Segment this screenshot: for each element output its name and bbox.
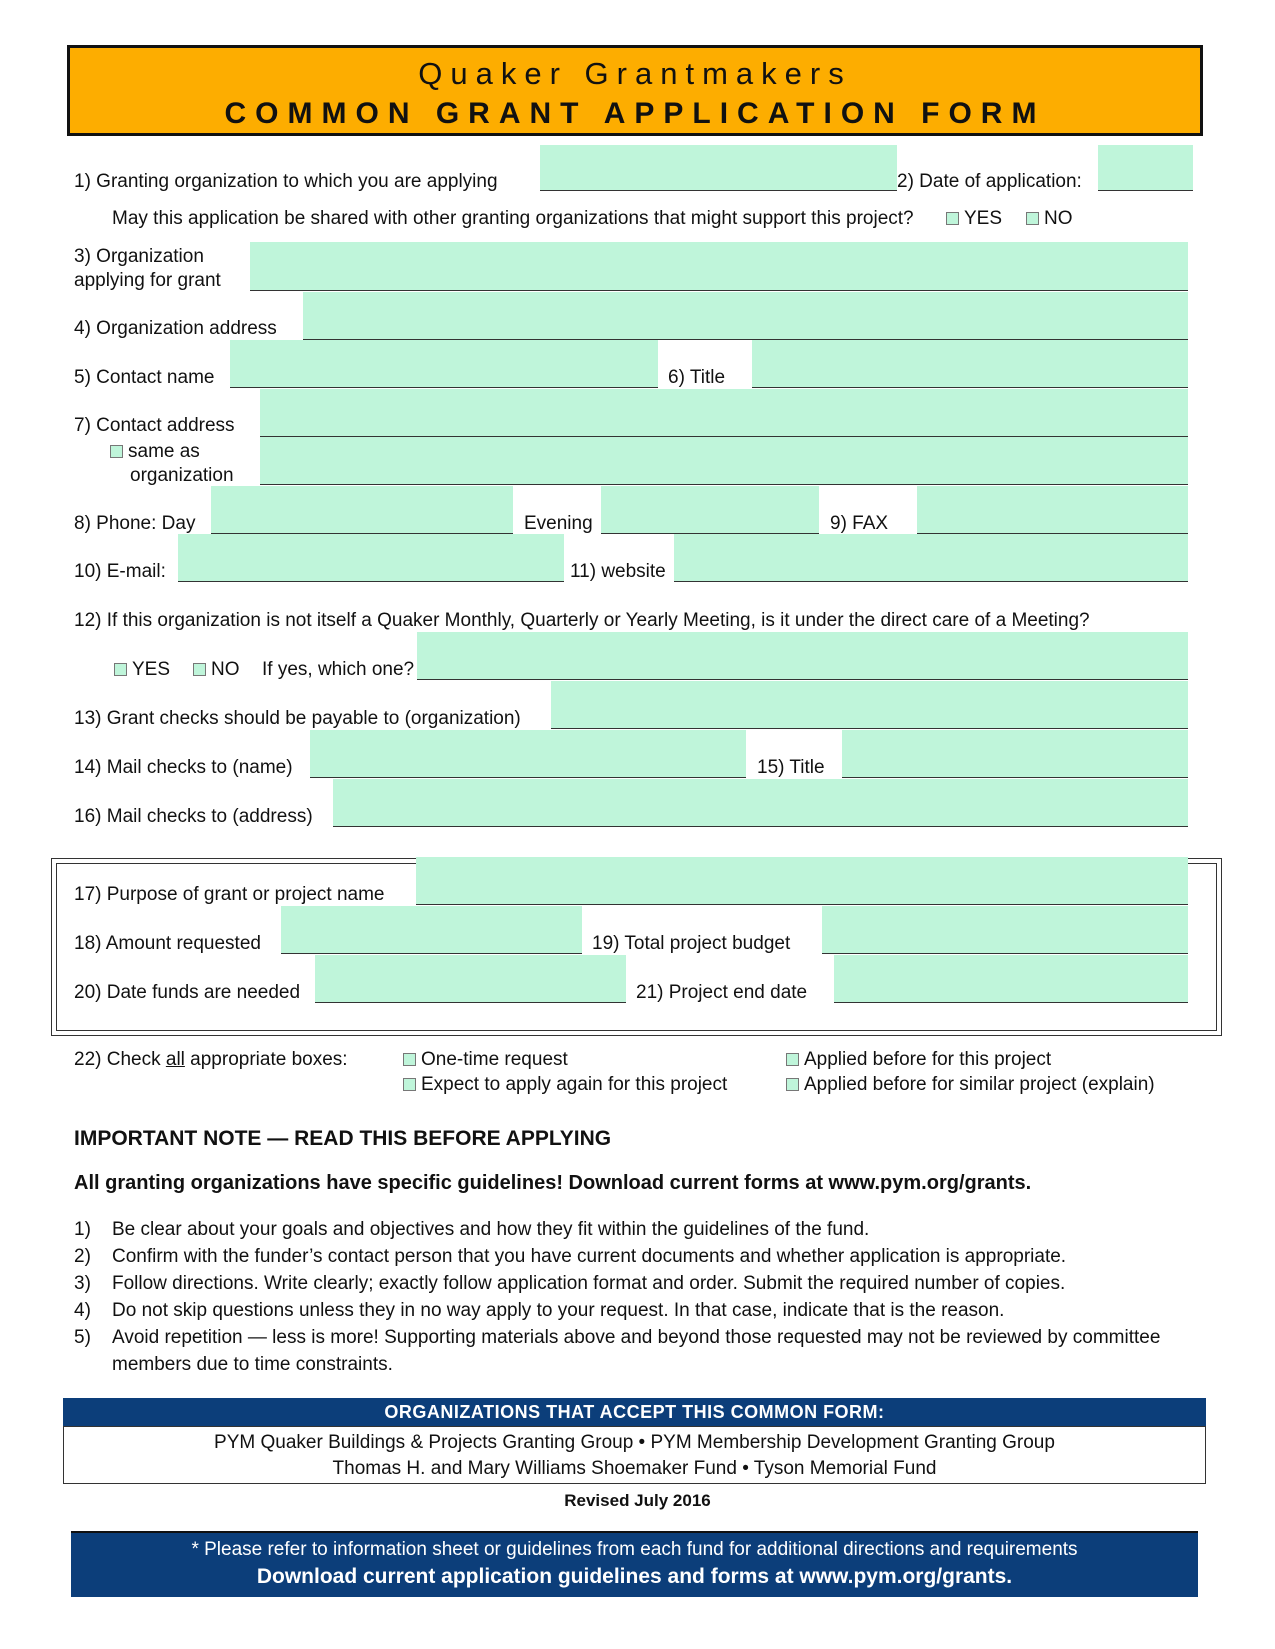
note-heading: IMPORTANT NOTE — READ THIS BEFORE APPLYING — [74, 1127, 612, 1150]
q14-label: 14) Mail checks to (name) — [74, 757, 293, 778]
checkbox-icon[interactable] — [403, 1053, 416, 1066]
q5-label: 5) Contact name — [74, 367, 215, 388]
apply-again-label: Expect to apply again for this project — [421, 1074, 728, 1095]
checkbox-icon[interactable] — [1026, 212, 1039, 225]
list-num: 5) — [74, 1327, 91, 1348]
q12-yes-option[interactable] — [114, 659, 170, 681]
orgs-title: ORGANIZATIONS THAT ACCEPT THIS COMMON FORM: — [63, 1398, 1206, 1426]
q21-label: 21) Project end date — [636, 982, 808, 1003]
q2-label: 2) Date of application: — [897, 171, 1082, 192]
q12-no-label: NO — [211, 659, 240, 680]
same-as-option[interactable] — [110, 441, 200, 463]
one-time-request-option[interactable] — [403, 1049, 568, 1071]
list-text: Do not skip questions unless they in no way apply to your request. In that case, indicate that is the reason. — [112, 1300, 1005, 1321]
q12-no-option[interactable] — [193, 659, 240, 681]
share-yes-option[interactable] — [946, 208, 1002, 230]
applied-similar-label: Applied before for similar project (explain) — [804, 1074, 1155, 1095]
header-org: Quaker Grantmakers — [418, 56, 852, 91]
funds-needed-date-field[interactable] — [315, 955, 626, 1003]
list-item — [74, 1216, 1212, 1243]
list-num: 1) — [74, 1219, 91, 1240]
footer-line1: * Please refer to information sheet or guidelines from each fund for additional directions and requirements — [191, 1539, 1078, 1560]
list-text: Confirm with the funder’s contact person that you have current documents and whether application is appropriate. — [112, 1246, 1067, 1267]
list-num: 3) — [74, 1273, 91, 1294]
q3-label-line1: 3) Organization — [74, 246, 204, 267]
mail-checks-address-field[interactable] — [333, 779, 1188, 827]
phone-evening-label: Evening — [524, 513, 593, 534]
orgs-line2: Thomas H. and Mary Williams Shoemaker Fund • Tyson Memorial Fund — [332, 1458, 937, 1479]
contact-name-field[interactable] — [230, 340, 658, 388]
list-item — [74, 1324, 1212, 1378]
revised-date: Revised July 2016 — [564, 1491, 711, 1510]
total-budget-field[interactable] — [822, 906, 1188, 954]
project-end-date-field[interactable] — [834, 955, 1188, 1003]
contact-address-line2-field[interactable] — [260, 437, 1188, 485]
applied-before-option[interactable] — [786, 1049, 1051, 1071]
q13-label: 13) Grant checks should be payable to (organization) — [74, 708, 521, 729]
checkbox-icon[interactable] — [193, 663, 206, 676]
checks-payable-field[interactable] — [551, 681, 1188, 729]
q22-prefix: 22) Check — [74, 1049, 166, 1070]
note-subheading: All granting organizations have specific guidelines! Download current forms at www.pym.org/grants. — [74, 1172, 1032, 1194]
q12-question: 12) If this organization is not itself a Quaker Monthly, Quarterly or Yearly Meeting, is it under the direct care of a Meeting? — [74, 610, 1090, 631]
website-field[interactable] — [674, 534, 1188, 582]
q16-label: 16) Mail checks to (address) — [74, 806, 313, 827]
checkbox-icon[interactable] — [786, 1053, 799, 1066]
guidelines-list — [74, 1216, 1212, 1378]
list-item — [74, 1243, 1212, 1270]
one-time-request-label: One-time request — [421, 1049, 568, 1070]
applied-similar-option[interactable] — [786, 1074, 1155, 1096]
q12-which-label: If yes, which one? — [262, 659, 415, 680]
share-yes-label: YES — [964, 208, 1003, 229]
orgs-line1: PYM Quaker Buildings & Projects Granting Group • PYM Membership Development Granting Group — [214, 1432, 1055, 1453]
q17-label: 17) Purpose of grant or project name — [74, 884, 385, 905]
q12-yes-label: YES — [132, 659, 171, 680]
share-question: May this application be shared with other granting organizations that might support this project? — [112, 208, 914, 229]
list-text: Avoid repetition — less is more! Supporting materials above and beyond those requested may not be reviewed by committee members due to time constraints. — [112, 1327, 1161, 1375]
q9-label: 9) FAX — [830, 513, 889, 534]
q7-label: 7) Contact address — [74, 415, 235, 436]
checkbox-icon[interactable] — [946, 212, 959, 225]
meeting-name-field[interactable] — [417, 632, 1188, 680]
contact-address-line1-field[interactable] — [260, 389, 1188, 437]
form-header — [67, 45, 1203, 136]
q18-label: 18) Amount requested — [74, 933, 261, 954]
list-text: Follow directions. Write clearly; exactly follow application format and order. Submit the required number of copies. — [112, 1273, 1066, 1294]
same-as-label-line2: organization — [130, 465, 234, 486]
q22-label — [74, 1049, 348, 1071]
application-date-field[interactable] — [1098, 145, 1193, 191]
mail-checks-title-field[interactable] — [842, 730, 1188, 778]
phone-day-field[interactable] — [211, 486, 513, 534]
q3-label-line2: applying for grant — [74, 270, 221, 291]
q11-label: 11) website — [570, 561, 666, 582]
q8-label: 8) Phone: Day — [74, 513, 196, 534]
q10-label: 10) E-mail: — [74, 561, 166, 582]
fax-field[interactable] — [917, 486, 1188, 534]
email-field[interactable] — [178, 534, 564, 582]
list-item — [74, 1270, 1212, 1297]
list-num: 2) — [74, 1246, 91, 1267]
checkbox-icon[interactable] — [786, 1078, 799, 1091]
q19-label: 19) Total project budget — [592, 933, 791, 954]
footer-line2: Download current application guidelines and forms at www.pym.org/grants. — [256, 1565, 1013, 1588]
list-num: 4) — [74, 1300, 91, 1321]
organization-name-field[interactable] — [250, 242, 1188, 291]
q22-all: all — [165, 1049, 185, 1070]
orgs-list — [63, 1426, 1206, 1484]
q15-label: 15) Title — [757, 757, 825, 778]
share-no-label: NO — [1044, 208, 1073, 229]
phone-evening-field[interactable] — [601, 486, 819, 534]
share-no-option[interactable] — [1026, 208, 1073, 230]
list-text: Be clear about your goals and objectives and how they fit within the guidelines of the fund. — [112, 1219, 870, 1240]
checkbox-icon[interactable] — [114, 663, 127, 676]
checkbox-icon[interactable] — [110, 445, 123, 458]
q6-label: 6) Title — [668, 367, 726, 388]
header-title: COMMON GRANT APPLICATION FORM — [224, 97, 1046, 130]
amount-requested-field[interactable] — [281, 906, 582, 954]
granting-org-field[interactable] — [540, 145, 897, 191]
q22-suffix: appropriate boxes: — [184, 1049, 348, 1070]
mail-checks-name-field[interactable] — [310, 730, 746, 778]
project-name-field[interactable] — [416, 857, 1188, 905]
checkbox-icon[interactable] — [403, 1078, 416, 1091]
q20-label: 20) Date funds are needed — [74, 982, 301, 1003]
footer-bar — [71, 1531, 1198, 1597]
q1-label: 1) Granting organization to which you are applying — [74, 171, 498, 192]
apply-again-option[interactable] — [403, 1074, 727, 1096]
q4-label: 4) Organization address — [74, 318, 277, 339]
contact-title-field[interactable] — [752, 340, 1188, 388]
list-item — [74, 1297, 1212, 1324]
organization-address-field[interactable] — [303, 292, 1188, 340]
same-as-label: same as — [128, 441, 200, 462]
applied-before-label: Applied before for this project — [804, 1049, 1052, 1070]
